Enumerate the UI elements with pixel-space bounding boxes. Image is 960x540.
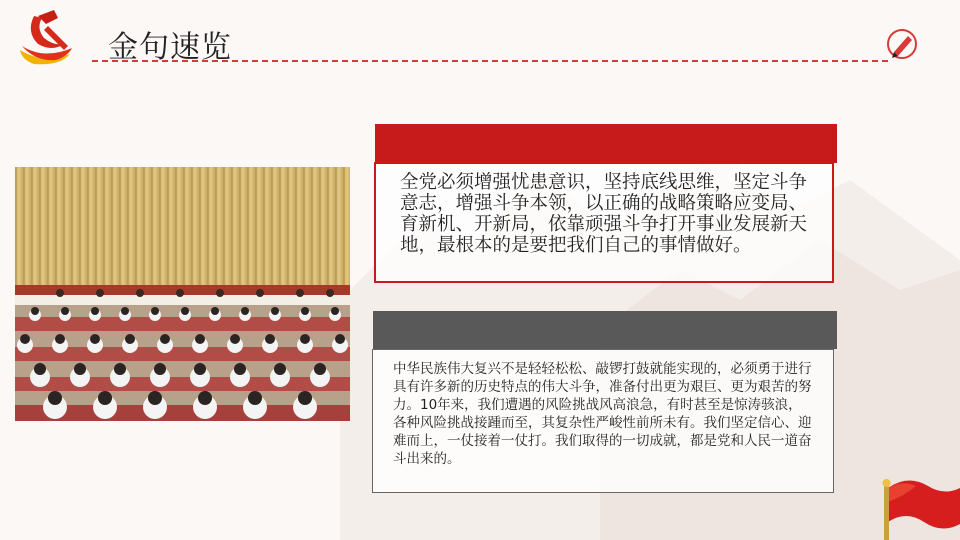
- quote-card-1: [374, 162, 834, 283]
- header: [0, 0, 960, 70]
- party-emblem-icon: [12, 6, 82, 66]
- quote-card-2-text: 中华民族伟大复兴不是轻轻松松、敲锣打鼓就能实现的，必须勇于进行具有许多新的历史特点的伟大斗争，准备付出更为艰巨、更为艰苦的努力。10年来，我们遭遇的风险挑战风高浪急，有时甚至是惊涛骇浪，各种风险挑战接踵而至，其复杂性严峻性前所未有。我们坚定信心、迎难而上，一仗接着一仗打。我们取得的一切成就，都是党和人民一道奋斗出来的。: [393, 361, 812, 467]
- quote-card-2-header: [373, 311, 837, 349]
- meeting-photo: [15, 167, 350, 421]
- title-divider: [92, 60, 888, 62]
- red-flag-icon: [868, 474, 960, 540]
- quote-card-2: [372, 349, 834, 493]
- page-title: 金句速览: [108, 30, 232, 65]
- quote-card-1-text: 全党必须增强忧患意识，坚持底线思维，坚定斗争意志，增强斗争本领，以正确的战略策略应变局、育新机、开新局，依靠顽强斗争打开事业发展新天地，最根本的是要把我们自己的事情做好。: [400, 172, 808, 256]
- pen-icon: [884, 26, 920, 62]
- quote-card-1-header: [375, 124, 837, 163]
